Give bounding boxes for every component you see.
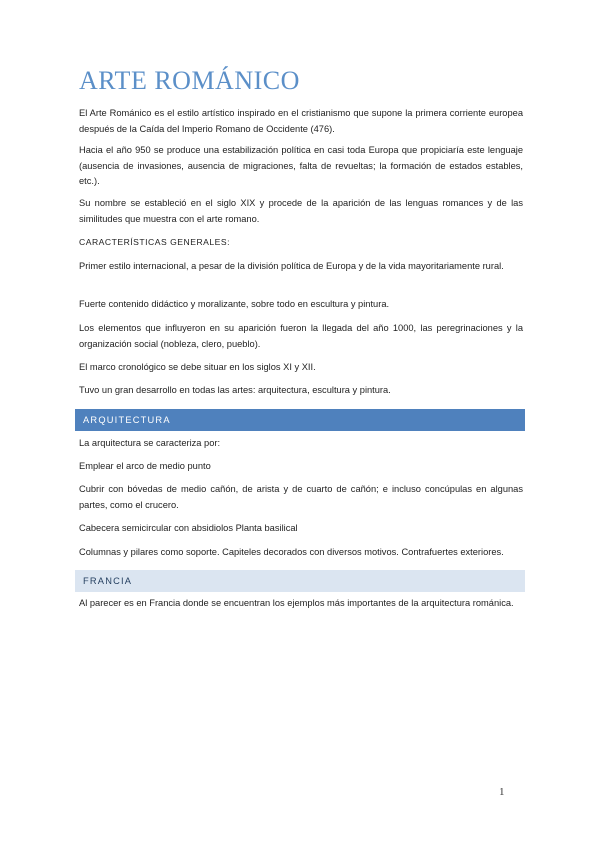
characteristic-item-1: Primer estilo internacional, a pesar de la división política de Europa y de la vida mayoritariamente rural. xyxy=(79,261,504,271)
characteristics-heading: CARACTERÍSTICAS GENERALES: xyxy=(79,237,231,247)
characteristic-item-2: Fuerte contenido didáctico y moralizante, sobre todo en escultura y pintura. xyxy=(79,299,390,309)
section-heading-arquitectura: ARQUITECTURA xyxy=(75,409,525,431)
architecture-item-1: Emplear el arco de medio punto xyxy=(79,461,211,471)
architecture-item-4: Columnas y pilares como soporte. Capiteles decorados con diversos motivos. Contrafuertes exteriores. xyxy=(79,547,504,557)
intro-paragraph-3: Su nombre se estableció en el siglo XIX y procede de la aparición de las lenguas romances y de las similitudes que muestra con el arte romano. xyxy=(79,198,523,224)
page-number: 1 xyxy=(499,786,505,798)
section-heading-francia: FRANCIA xyxy=(75,570,525,592)
intro-paragraph-1: El Arte Románico es el estilo artístico inspirado en el cristianismo que supone la primera corriente europea después de la Caída del Imperio Romano de Occidente (476). xyxy=(79,108,523,134)
intro-paragraph-2: Hacia el año 950 se produce una estabilización política en casi toda Europa que propiciaría este lenguaje (ausencia de invasiones, ausencia de migraciones, falta de revueltas; la formación de estados estables, etc.). xyxy=(79,145,523,186)
architecture-intro: La arquitectura se caracteriza por: xyxy=(79,438,221,448)
architecture-item-3: Cabecera semicircular con absidiolos Planta basilical xyxy=(79,523,298,533)
page-title: ARTE ROMÁNICO xyxy=(79,66,300,95)
characteristic-item-4: El marco cronológico se debe situar en los siglos XI y XII. xyxy=(79,362,316,372)
characteristic-item-3: Los elementos que influyeron en su aparición fueron la llegada del año 1000, las peregrinaciones y la organización social (nobleza, clero, pueblo). xyxy=(79,323,523,349)
architecture-item-2: Cubrir con bóvedas de medio cañón, de arista y de cuarto de cañón; e incluso concúpulas en algunas partes, como el crucero. xyxy=(79,484,523,510)
france-paragraph: Al parecer es en Francia donde se encuentran los ejemplos más importantes de la arquitectura románica. xyxy=(79,598,514,608)
characteristic-item-5: Tuvo un gran desarrollo en todas las artes: arquitectura, escultura y pintura. xyxy=(79,385,391,395)
